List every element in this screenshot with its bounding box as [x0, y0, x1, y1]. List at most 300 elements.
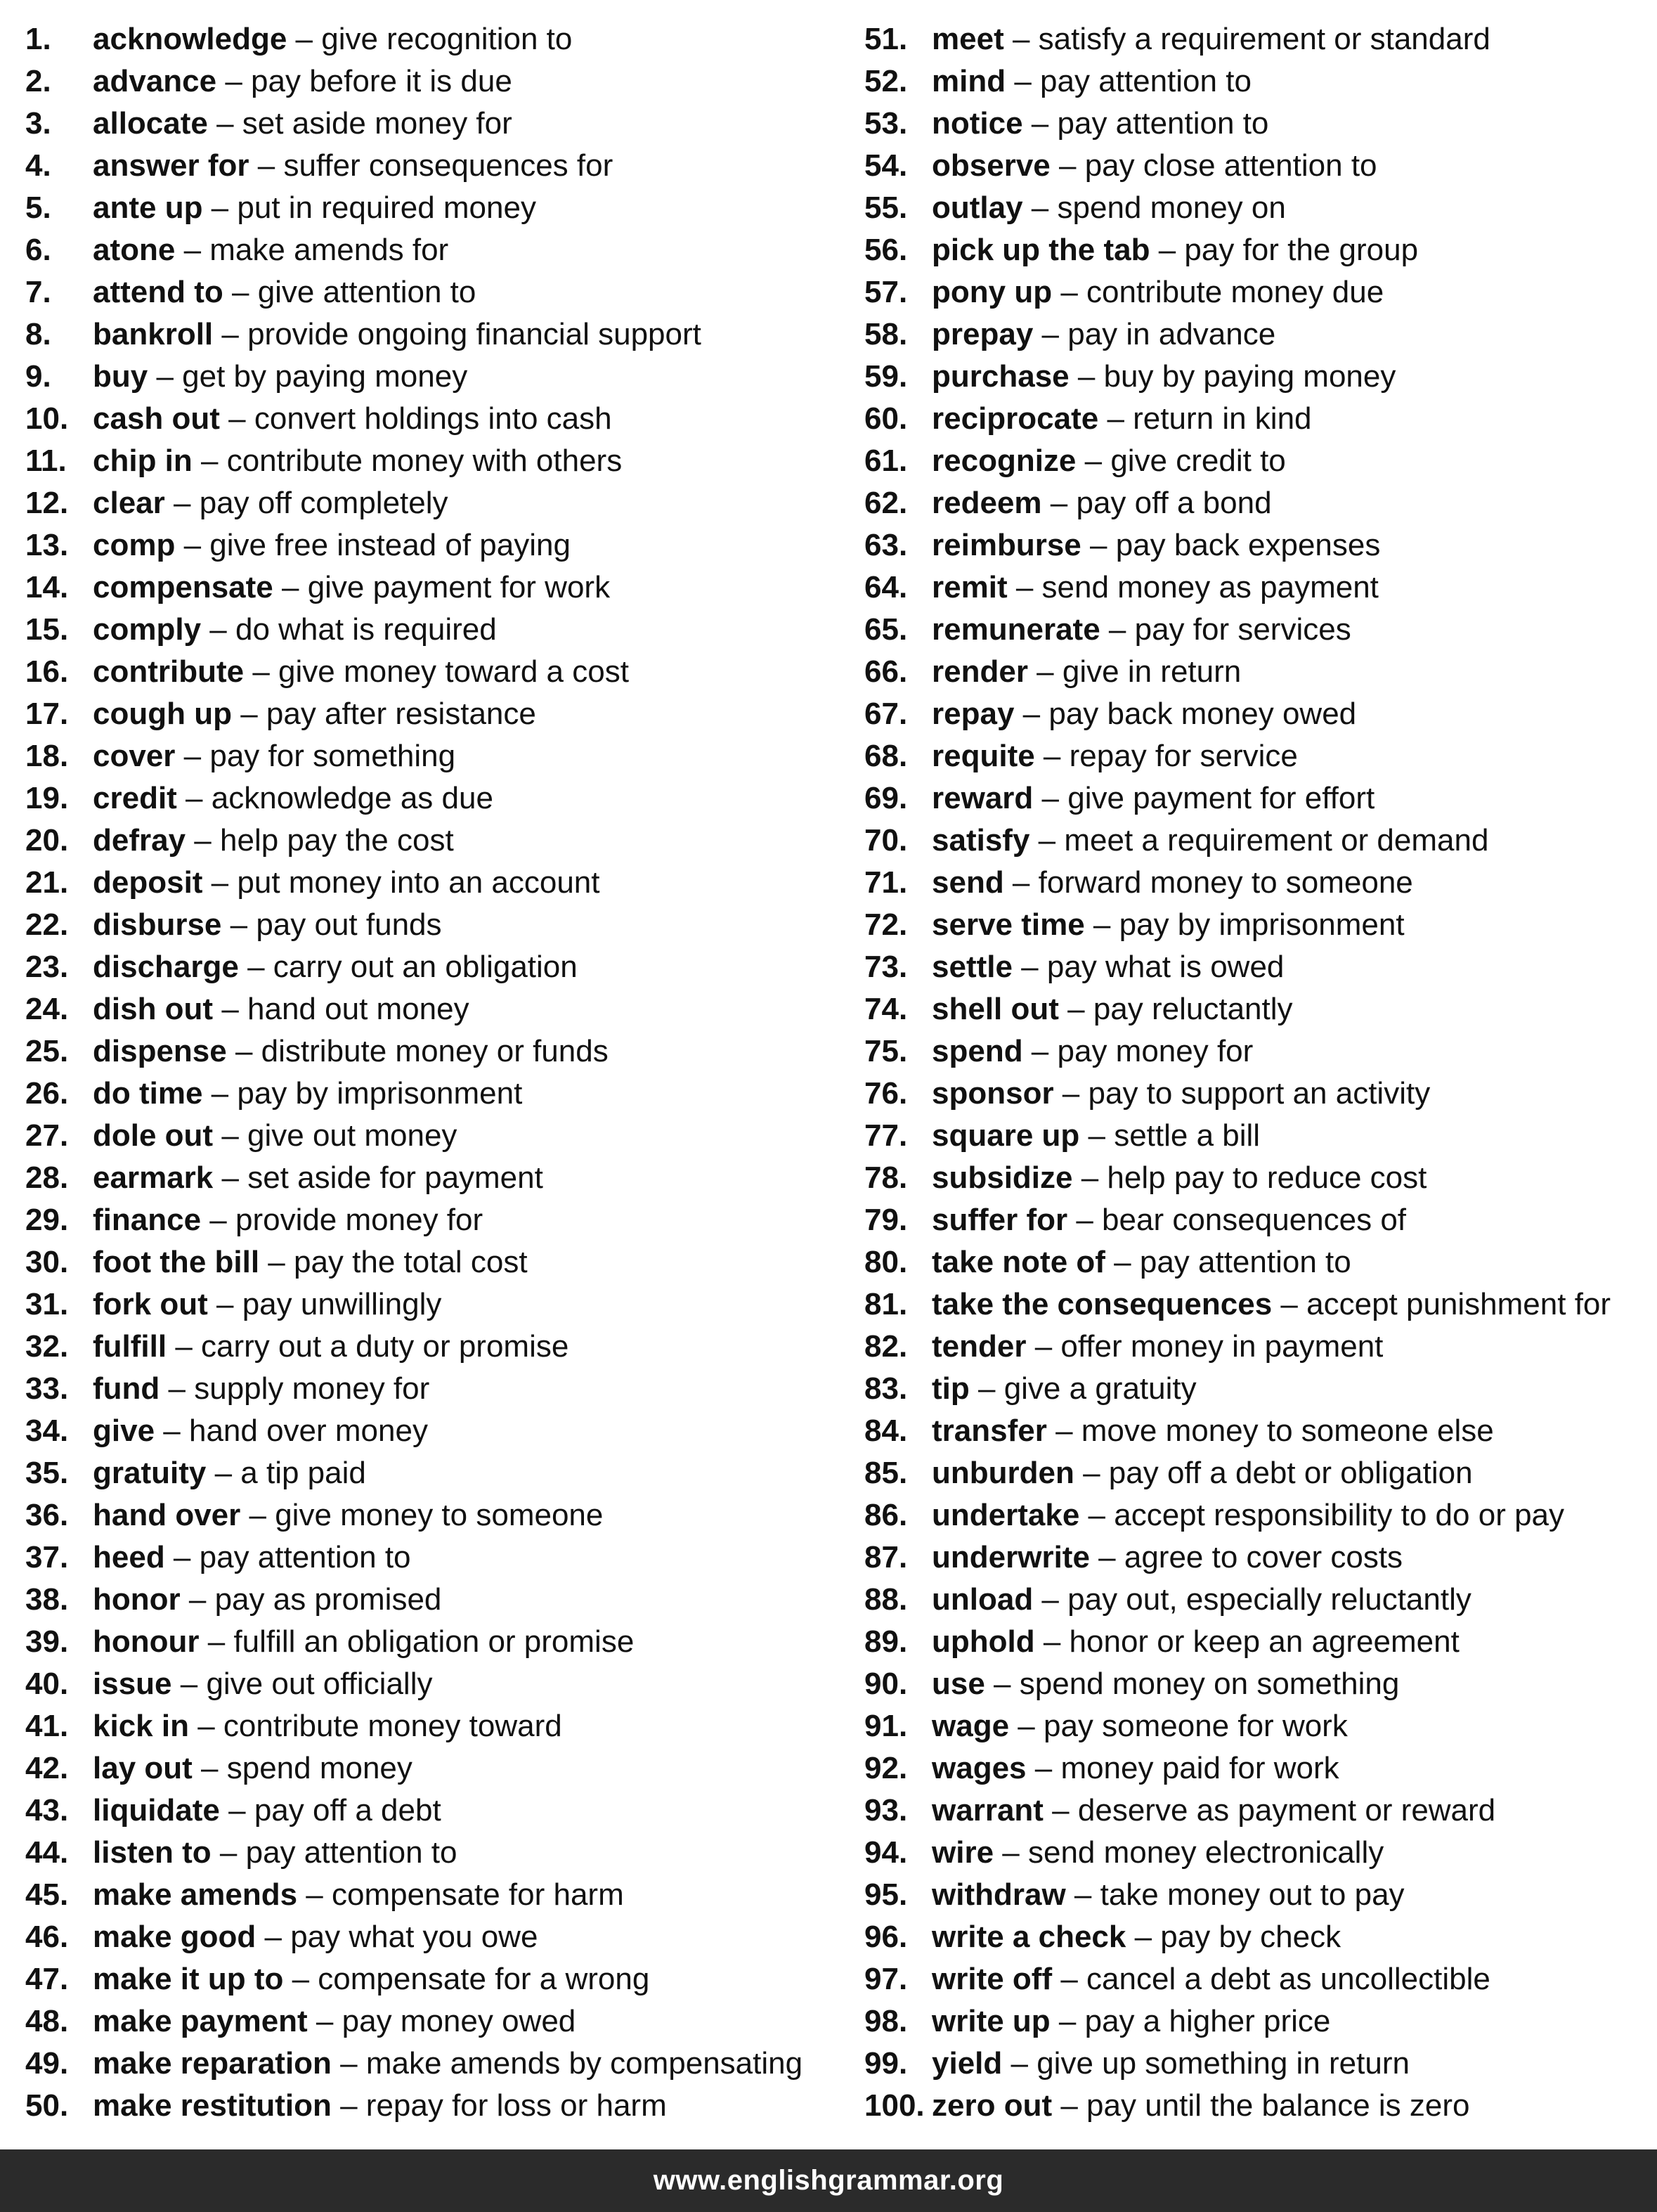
item-definition: pay attention to	[1040, 64, 1252, 98]
list-item	[864, 567, 1655, 609]
item-separator: –	[1002, 2046, 1037, 2081]
item-definition: give attention to	[257, 275, 476, 309]
item-separator: –	[1098, 401, 1133, 436]
item-separator: –	[1076, 444, 1111, 478]
item-term: take the consequences	[932, 1287, 1273, 1321]
list-item	[25, 1537, 855, 1579]
item-separator: –	[175, 739, 210, 773]
item-term: zero out	[932, 2088, 1053, 2123]
item-number: 84.	[864, 1414, 908, 1448]
item-number: 24.	[25, 992, 69, 1026]
item-separator: –	[283, 1962, 318, 1996]
item-number: 11.	[25, 444, 67, 478]
item-separator: –	[199, 1624, 234, 1659]
item-number: 25.	[25, 1034, 69, 1068]
item-number: 95.	[864, 1877, 908, 1912]
item-number: 31.	[25, 1287, 69, 1321]
list-item	[864, 2043, 1655, 2085]
item-separator: –	[994, 1835, 1028, 1870]
item-definition: repay for service	[1069, 739, 1298, 773]
item-number: 57.	[864, 275, 908, 309]
item-term: write up	[932, 2004, 1051, 2038]
item-definition: give free instead of paying	[209, 528, 571, 562]
item-number: 8.	[25, 317, 51, 351]
item-definition: pay unwillingly	[242, 1287, 442, 1321]
item-separator: –	[331, 2046, 366, 2081]
item-term: use	[932, 1667, 985, 1701]
list-item	[864, 356, 1655, 398]
list-item	[864, 1410, 1655, 1452]
item-number: 61.	[864, 444, 908, 478]
item-separator: –	[213, 1160, 248, 1195]
item-definition: put money into an account	[237, 865, 600, 900]
list-item	[864, 693, 1655, 735]
item-term: heed	[93, 1540, 165, 1574]
item-number: 2.	[25, 64, 51, 98]
item-term: allocate	[93, 106, 208, 141]
item-number: 72.	[864, 907, 908, 942]
item-separator: –	[213, 992, 248, 1026]
item-term: discharge	[93, 950, 239, 984]
list-item	[864, 1199, 1655, 1241]
list-item	[25, 313, 855, 356]
footer-bar	[0, 2149, 1657, 2212]
item-separator: –	[1052, 1962, 1087, 1996]
list-item	[25, 2043, 855, 2085]
item-term: honor	[93, 1582, 181, 1617]
item-separator: –	[240, 1498, 275, 1532]
item-number: 92.	[864, 1751, 908, 1785]
list-item	[25, 609, 855, 651]
item-term: issue	[93, 1667, 172, 1701]
item-number: 22.	[25, 907, 69, 942]
item-term: undertake	[932, 1498, 1080, 1532]
item-definition: move money to someone else	[1081, 1414, 1494, 1448]
list-item	[25, 1705, 855, 1747]
item-separator: –	[148, 359, 183, 394]
item-number: 21.	[25, 865, 69, 900]
list-item	[25, 1283, 855, 1326]
list-item	[864, 988, 1655, 1030]
list-item	[25, 988, 855, 1030]
item-number: 54.	[864, 148, 908, 183]
item-separator: –	[1034, 739, 1070, 773]
list-item	[25, 651, 855, 693]
list-item	[864, 1579, 1655, 1621]
item-number: 100.	[864, 2088, 925, 2123]
item-separator: –	[1050, 148, 1085, 183]
item-number: 80.	[864, 1245, 908, 1279]
list-item	[25, 1326, 855, 1368]
item-definition: pay money for	[1057, 1034, 1254, 1068]
item-term: cough up	[93, 697, 232, 731]
list-item	[25, 1410, 855, 1452]
item-number: 60.	[864, 401, 908, 436]
item-number: 63.	[864, 528, 908, 562]
item-number: 32.	[25, 1329, 69, 1364]
item-separator: –	[207, 106, 242, 141]
item-definition: offer money in payment	[1060, 1329, 1384, 1364]
item-number: 78.	[864, 1160, 908, 1195]
item-separator: –	[331, 2088, 366, 2123]
item-number: 15.	[25, 612, 69, 647]
item-number: 16.	[25, 654, 69, 689]
word-list-column-left	[25, 18, 855, 2127]
item-separator: –	[206, 1456, 241, 1490]
item-separator: –	[1052, 2088, 1087, 2123]
item-term: write a check	[932, 1920, 1126, 1954]
item-separator: –	[155, 1414, 189, 1448]
item-term: outlay	[932, 190, 1023, 225]
item-number: 69.	[864, 781, 908, 815]
item-term: underwrite	[932, 1540, 1090, 1574]
item-definition: pay attention to	[1139, 1245, 1351, 1279]
item-number: 97.	[864, 1962, 908, 1996]
list-item	[25, 1368, 855, 1410]
list-item	[864, 1958, 1655, 2000]
item-definition: pay by imprisonment	[1119, 907, 1405, 942]
item-definition: pay back expenses	[1115, 528, 1381, 562]
item-definition: give credit to	[1110, 444, 1286, 478]
item-separator: –	[1033, 781, 1068, 815]
item-term: shell out	[932, 992, 1059, 1026]
list-item	[25, 524, 855, 567]
item-definition: compensate for harm	[331, 1877, 624, 1912]
item-separator: –	[221, 907, 256, 942]
item-number: 81.	[864, 1287, 908, 1321]
list-item	[864, 103, 1655, 145]
item-term: dole out	[93, 1118, 214, 1153]
item-term: remunerate	[932, 612, 1100, 647]
item-separator: –	[164, 1540, 200, 1574]
item-number: 7.	[25, 275, 51, 309]
item-separator: –	[259, 1245, 294, 1279]
item-number: 38.	[25, 1582, 69, 1617]
item-term: cover	[93, 739, 176, 773]
item-definition: pay off a debt or obligation	[1108, 1456, 1473, 1490]
item-term: pony up	[932, 275, 1053, 309]
item-number: 50.	[25, 2088, 69, 2123]
item-definition: make amends for	[209, 233, 449, 267]
item-term: wire	[932, 1835, 994, 1870]
item-separator: –	[213, 317, 248, 351]
item-separator: –	[1027, 654, 1063, 689]
list-item	[25, 904, 855, 946]
item-term: give	[93, 1414, 155, 1448]
item-number: 30.	[25, 1245, 69, 1279]
item-term: buy	[93, 359, 148, 394]
item-number: 5.	[25, 190, 51, 225]
item-separator: –	[1022, 190, 1058, 225]
item-number: 89.	[864, 1624, 908, 1659]
item-term: prepay	[932, 317, 1034, 351]
item-definition: pay as promised	[214, 1582, 442, 1617]
item-number: 94.	[864, 1835, 908, 1870]
item-definition: pay until the balance is zero	[1086, 2088, 1470, 2123]
item-separator: –	[1105, 1245, 1140, 1279]
item-separator: –	[1009, 1709, 1044, 1743]
list-item	[864, 651, 1655, 693]
item-separator: –	[226, 1034, 261, 1068]
item-number: 34.	[25, 1414, 69, 1448]
list-item	[25, 820, 855, 862]
item-term: requite	[932, 739, 1035, 773]
item-definition: convert holdings into cash	[254, 401, 612, 436]
item-term: comp	[93, 528, 176, 562]
list-item	[864, 862, 1655, 904]
item-number: 82.	[864, 1329, 908, 1364]
item-separator: –	[1079, 1118, 1115, 1153]
list-item	[864, 1368, 1655, 1410]
item-number: 77.	[864, 1118, 908, 1153]
item-separator: –	[249, 148, 284, 183]
item-separator: –	[192, 1751, 227, 1785]
item-definition: spend money	[226, 1751, 412, 1785]
item-separator: –	[213, 1118, 248, 1153]
footer-url[interactable]: www.englishgrammar.org	[653, 2165, 1004, 2196]
item-separator: –	[1003, 865, 1039, 900]
item-separator: –	[202, 190, 238, 225]
item-number: 75.	[864, 1034, 908, 1068]
list-item	[864, 735, 1655, 777]
item-definition: give money to someone	[275, 1498, 604, 1532]
item-definition: pay out funds	[256, 907, 442, 942]
list-item	[864, 60, 1655, 103]
item-number: 86.	[864, 1498, 908, 1532]
item-definition: accept responsibility to do or pay	[1114, 1498, 1565, 1532]
list-item	[25, 1030, 855, 1073]
list-item	[25, 1199, 855, 1241]
item-term: fork out	[93, 1287, 208, 1321]
item-separator: –	[1026, 1751, 1061, 1785]
item-separator: –	[202, 865, 238, 900]
item-separator: –	[1084, 907, 1119, 942]
item-term: earmark	[93, 1160, 214, 1195]
item-separator: –	[1058, 992, 1093, 1026]
item-definition: distribute money or funds	[261, 1034, 609, 1068]
item-term: attend to	[93, 275, 223, 309]
list-item	[25, 440, 855, 482]
item-term: answer for	[93, 148, 249, 183]
item-definition: give recognition to	[321, 22, 573, 56]
item-definition: help pay the cost	[220, 823, 454, 858]
item-separator: –	[167, 1329, 202, 1364]
item-term: square up	[932, 1118, 1080, 1153]
item-term: lay out	[93, 1751, 193, 1785]
item-definition: take money out to pay	[1100, 1877, 1405, 1912]
item-definition: spend money on something	[1019, 1667, 1400, 1701]
item-term: unburden	[932, 1456, 1074, 1490]
item-number: 20.	[25, 823, 69, 858]
list-item	[864, 229, 1655, 271]
list-item	[25, 1874, 855, 1916]
list-item	[25, 145, 855, 187]
item-definition: pay for something	[209, 739, 456, 773]
item-separator: –	[1081, 528, 1116, 562]
item-term: atone	[93, 233, 176, 267]
item-definition: help pay to reduce cost	[1107, 1160, 1427, 1195]
list-item	[864, 1326, 1655, 1368]
item-definition: satisfy a requirement or standard	[1038, 22, 1490, 56]
list-item	[25, 60, 855, 103]
item-number: 55.	[864, 190, 908, 225]
item-separator: –	[244, 654, 279, 689]
item-definition: cancel a debt as uncollectible	[1086, 1962, 1490, 1996]
item-definition: pay attention to	[245, 1835, 457, 1870]
item-definition: contribute money toward	[223, 1709, 562, 1743]
item-separator: –	[186, 823, 220, 858]
item-number: 47.	[25, 1962, 69, 1996]
item-number: 48.	[25, 2004, 69, 2038]
list-item	[864, 1241, 1655, 1283]
item-term: ante up	[93, 190, 203, 225]
item-number: 3.	[25, 106, 51, 141]
item-term: reward	[932, 781, 1034, 815]
list-item	[25, 2000, 855, 2043]
item-term: withdraw	[932, 1877, 1066, 1912]
item-number: 39.	[25, 1624, 69, 1659]
list-item	[25, 693, 855, 735]
item-separator: –	[176, 781, 212, 815]
item-definition: pay before it is due	[251, 64, 512, 98]
list-item	[864, 1916, 1655, 1958]
item-definition: get by paying money	[182, 359, 468, 394]
item-definition: do what is required	[235, 612, 497, 647]
list-item	[25, 1958, 855, 2000]
item-separator: –	[1003, 22, 1039, 56]
item-definition: buy by paying money	[1103, 359, 1396, 394]
item-term: credit	[93, 781, 177, 815]
item-number: 99.	[864, 2046, 908, 2081]
item-term: defray	[93, 823, 186, 858]
item-term: foot the bill	[93, 1245, 260, 1279]
item-term: notice	[932, 106, 1023, 141]
item-number: 4.	[25, 148, 51, 183]
item-separator: –	[1065, 1877, 1100, 1912]
item-definition: compensate for a wrong	[318, 1962, 650, 1996]
item-separator: –	[231, 697, 266, 731]
item-term: spend	[932, 1034, 1023, 1068]
list-item	[25, 18, 855, 60]
item-term: make good	[93, 1920, 256, 1954]
item-number: 62.	[864, 486, 908, 520]
item-term: do time	[93, 1076, 203, 1111]
item-number: 27.	[25, 1118, 69, 1153]
item-definition: acknowledge as due	[211, 781, 493, 815]
list-item	[25, 103, 855, 145]
item-definition: pay off a bond	[1076, 486, 1272, 520]
item-number: 96.	[864, 1920, 908, 1954]
item-number: 13.	[25, 528, 69, 562]
item-definition: pay what you owe	[290, 1920, 538, 1954]
item-separator: –	[1014, 697, 1049, 731]
item-term: tip	[932, 1371, 970, 1406]
item-number: 46.	[25, 1920, 69, 1954]
item-definition: a tip paid	[240, 1456, 366, 1490]
list-item	[25, 2085, 855, 2127]
item-number: 23.	[25, 950, 69, 984]
item-separator: –	[273, 570, 308, 604]
item-definition: put in required money	[237, 190, 536, 225]
list-item	[864, 609, 1655, 651]
list-item	[25, 735, 855, 777]
item-separator: –	[1007, 570, 1042, 604]
item-separator: –	[202, 1076, 238, 1111]
item-separator: –	[223, 275, 258, 309]
item-number: 18.	[25, 739, 69, 773]
list-item	[25, 946, 855, 988]
list-item	[864, 2085, 1655, 2127]
item-separator: –	[1041, 486, 1077, 520]
item-separator: –	[219, 401, 254, 436]
list-item	[864, 1452, 1655, 1494]
item-term: fulfill	[93, 1329, 167, 1364]
list-item	[25, 1621, 855, 1663]
list-item	[864, 482, 1655, 524]
list-item	[25, 1073, 855, 1115]
item-separator: –	[164, 486, 200, 520]
item-definition: pay the total cost	[293, 1245, 528, 1279]
list-item	[25, 482, 855, 524]
item-term: transfer	[932, 1414, 1047, 1448]
list-item	[864, 1874, 1655, 1916]
list-item	[864, 1832, 1655, 1874]
item-separator: –	[1079, 1498, 1115, 1532]
item-separator: –	[192, 444, 227, 478]
item-definition: provide ongoing financial support	[247, 317, 701, 351]
item-separator: –	[1022, 106, 1058, 141]
list-item	[25, 1832, 855, 1874]
item-definition: pay by check	[1160, 1920, 1341, 1954]
item-term: meet	[932, 22, 1004, 56]
item-separator: –	[175, 233, 210, 267]
item-term: uphold	[932, 1624, 1035, 1659]
item-term: pick up the tab	[932, 233, 1150, 267]
item-separator: –	[1043, 1793, 1078, 1828]
item-definition: make amends by compensating	[365, 2046, 803, 2081]
item-definition: pay for services	[1134, 612, 1351, 647]
item-definition: send money electronically	[1027, 1835, 1384, 1870]
item-term: warrant	[932, 1793, 1044, 1828]
item-separator: –	[1006, 64, 1041, 98]
item-term: tender	[932, 1329, 1027, 1364]
item-term: clear	[93, 486, 165, 520]
item-term: acknowledge	[93, 22, 287, 56]
item-separator: –	[1022, 1034, 1058, 1068]
list-item	[25, 356, 855, 398]
list-item	[864, 187, 1655, 229]
item-separator: –	[1067, 1203, 1103, 1237]
item-number: 98.	[864, 2004, 908, 2038]
list-item	[25, 1115, 855, 1157]
item-term: gratuity	[93, 1456, 207, 1490]
item-separator: –	[171, 1667, 207, 1701]
word-list	[0, 18, 1657, 2127]
item-number: 51.	[864, 22, 908, 56]
item-number: 88.	[864, 1582, 908, 1617]
item-separator: –	[201, 612, 235, 647]
item-number: 26.	[25, 1076, 69, 1111]
item-definition: pay to support an activity	[1088, 1076, 1431, 1111]
item-number: 49.	[25, 2046, 69, 2081]
item-definition: give a gratuity	[1003, 1371, 1197, 1406]
item-definition: pay what is owed	[1046, 950, 1285, 984]
item-term: dispense	[93, 1034, 227, 1068]
item-term: mind	[932, 64, 1006, 98]
item-number: 87.	[864, 1540, 908, 1574]
item-term: write off	[932, 1962, 1053, 1996]
item-term: listen to	[93, 1835, 212, 1870]
